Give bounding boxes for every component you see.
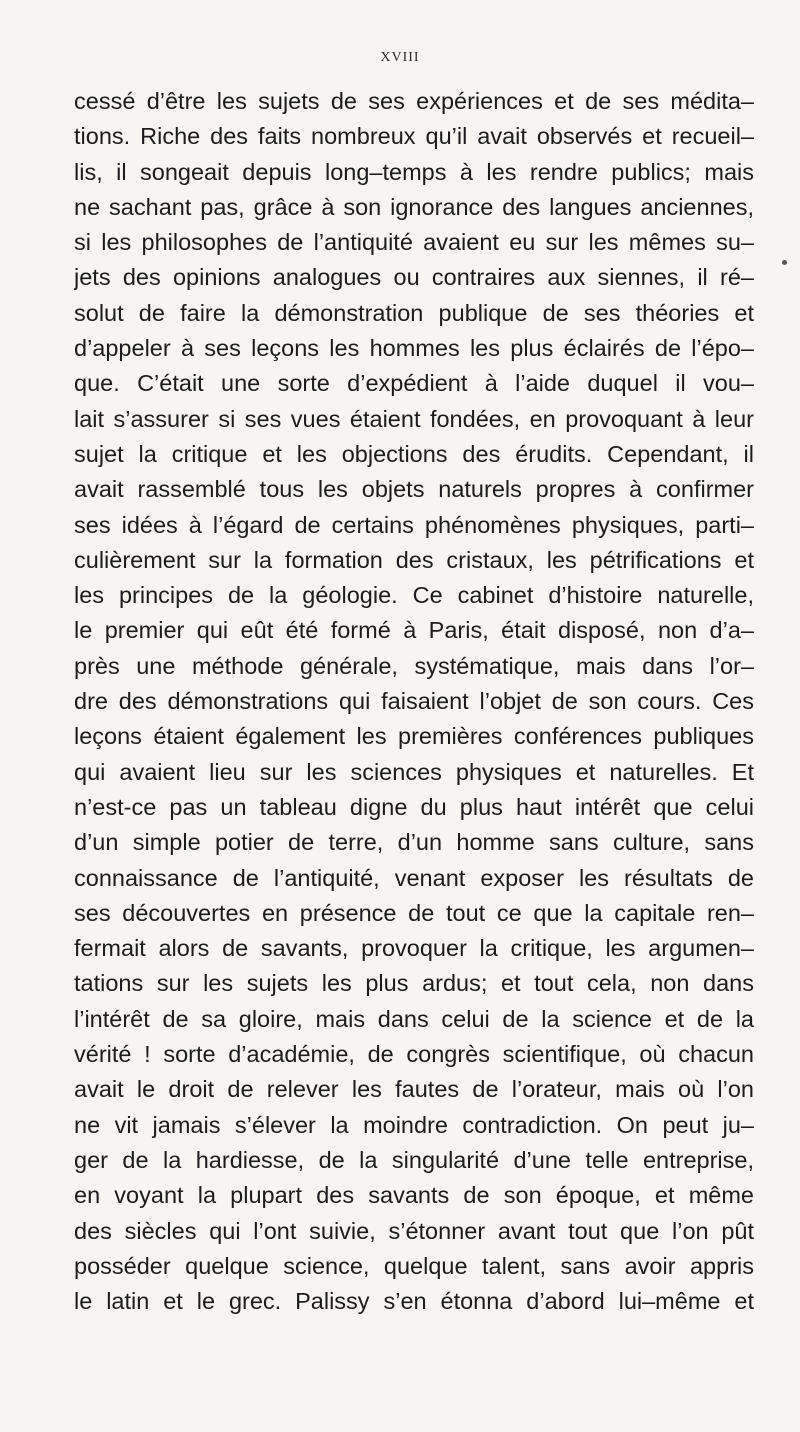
text-line: connaissance de l’antiquité, venant exposer les résultats de — [74, 864, 754, 891]
text-line: posséder quelque science, quelque talent, sans avoir appris — [74, 1252, 754, 1279]
text-line: que. C’était une sorte d’expédient à l’aide duquel il vou– — [74, 370, 754, 397]
text-line: sujet la critique et les objections des érudits. Cependant, il — [74, 440, 754, 467]
text-line: en voyant la plupart des savants de son époque, et même — [74, 1182, 754, 1209]
text-line: cessé d’être les sujets de ses expériences et de ses médita– — [74, 88, 754, 114]
text-line: qui avaient lieu sur les sciences physiques et naturelles. Et — [74, 758, 754, 785]
text-line: ne sachant pas, grâce à son ignorance des langues anciennes, — [74, 193, 754, 220]
text-line: leçons étaient également les premières conférences publiques — [74, 723, 754, 750]
text-line: culièrement sur la formation des cristaux, les pétrifications et — [74, 546, 754, 573]
text-line: dre des démonstrations qui faisaient l’objet de son cours. Ces — [74, 688, 754, 715]
text-line: l’intérêt de sa gloire, mais dans celui de la science et de la — [74, 1005, 754, 1032]
text-line: tations sur les sujets les plus ardus; et tout cela, non dans — [74, 970, 754, 997]
text-line: le premier qui eût été formé à Paris, était disposé, non d’a– — [74, 617, 754, 644]
text-line: ses découvertes en présence de tout ce que la capitale ren– — [74, 899, 754, 926]
text-line: près une méthode générale, systématique, mais dans l’or– — [74, 652, 754, 679]
text-line: ger de la hardiesse, de la singularité d’une telle entreprise, — [74, 1146, 754, 1173]
text-line: solut de faire la démonstration publique de ses théories et — [74, 299, 754, 326]
text-line: lis, il songeait depuis long–temps à les rendre publics; mais — [74, 158, 754, 185]
text-line: des siècles qui l’ont suivie, s’étonner avant tout que l’on pût — [74, 1217, 754, 1244]
text-line: d’un simple potier de terre, d’un homme sans culture, sans — [74, 829, 754, 856]
text-line: d’appeler à ses leçons les hommes les plus éclairés de l’épo– — [74, 335, 754, 362]
text-line: le latin et le grec. Palissy s’en étonna d’abord lui–même et — [74, 1288, 754, 1315]
text-line: jets des opinions analogues ou contraires aux siennes, il ré– — [74, 264, 754, 291]
ink-spot — [782, 260, 787, 265]
body-text — [74, 84, 754, 1319]
text-line: vérité ! sorte d’académie, de congrès scientifique, où chacun — [74, 1041, 754, 1068]
text-line: n’est-ce pas un tableau digne du plus haut intérêt que celui — [74, 793, 754, 820]
text-line: ne vit jamais s’élever la moindre contradiction. On peut ju– — [74, 1111, 754, 1138]
text-line: ses idées à l’égard de certains phénomènes physiques, parti– — [74, 511, 754, 538]
text-line: lait s’assurer si ses vues étaient fondées, en provoquant à leur — [74, 405, 754, 432]
text-line: les principes de la géologie. Ce cabinet d’histoire naturelle, — [74, 582, 754, 609]
text-line: si les philosophes de l’antiquité avaient eu sur les mêmes su– — [74, 229, 754, 256]
text-line: tions. Riche des faits nombreux qu’il avait observés et recueil– — [74, 123, 754, 150]
page-number: XVIII — [380, 50, 420, 65]
text-line: avait le droit de relever les fautes de l’orateur, mais où l’on — [74, 1076, 754, 1103]
text-line: fermait alors de savants, provoquer la critique, les argumen– — [74, 935, 754, 962]
text-line: avait rassemblé tous les objets naturels propres à confirmer — [74, 476, 754, 503]
